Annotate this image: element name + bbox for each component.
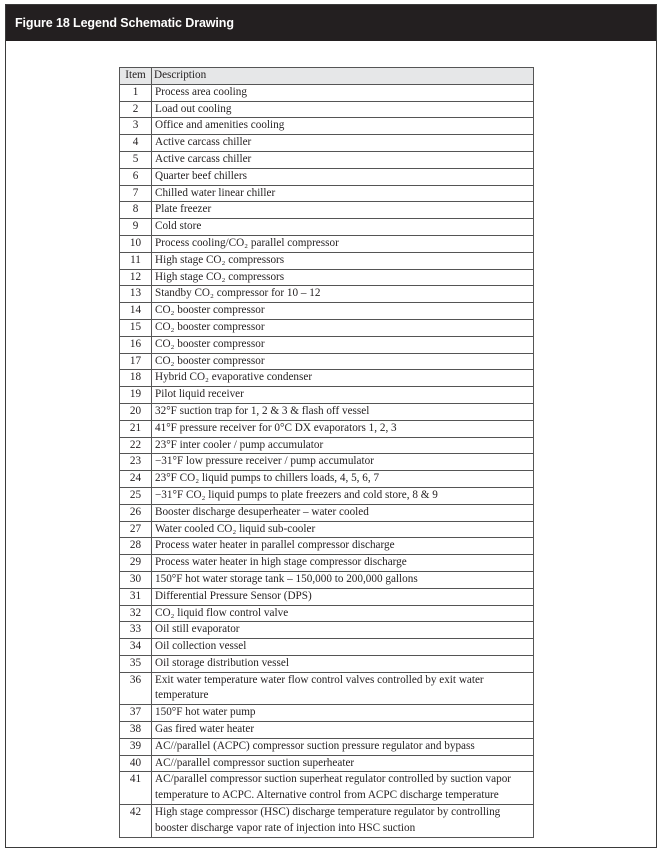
item-number: 7: [120, 185, 152, 202]
item-number: 28: [120, 538, 152, 555]
item-number: 41: [120, 772, 152, 805]
item-number: 26: [120, 504, 152, 521]
item-number: 4: [120, 135, 152, 152]
item-number: 27: [120, 521, 152, 538]
item-number: 17: [120, 353, 152, 370]
item-number: 16: [120, 336, 152, 353]
table-row: [120, 571, 534, 588]
table-row: [120, 555, 534, 572]
column-header-item: Item: [120, 68, 152, 85]
item-number: 15: [120, 319, 152, 336]
item-description: −31°F low pressure receiver / pump accumulator: [152, 454, 534, 471]
item-number: 18: [120, 370, 152, 387]
item-number: 31: [120, 588, 152, 605]
item-number: 39: [120, 738, 152, 755]
table-row: [120, 403, 534, 420]
table-row: [120, 772, 534, 805]
item-number: 2: [120, 101, 152, 118]
item-description: Active carcass chiller: [152, 135, 534, 152]
table-row: [120, 252, 534, 269]
item-description: CO₂ booster compressor: [152, 303, 534, 320]
item-description: Oil still evaporator: [152, 622, 534, 639]
item-number: 38: [120, 722, 152, 739]
item-description: Oil collection vessel: [152, 639, 534, 656]
table-row: [120, 336, 534, 353]
item-description: Process water heater in parallel compressor discharge: [152, 538, 534, 555]
table-row: [120, 805, 534, 838]
item-number: 11: [120, 252, 152, 269]
table-header-row: [120, 68, 534, 85]
item-number: 29: [120, 555, 152, 572]
item-description: Load out cooling: [152, 101, 534, 118]
item-description: Standby CO₂ compressor for 10 – 12: [152, 286, 534, 303]
legend-table-body: [120, 84, 534, 837]
item-description: AC/parallel compressor suction superheat regulator controlled by suction vapor temperature to ACPC. Alternative control from ACPC discharge temperature: [152, 772, 534, 805]
item-description: 32°F suction trap for 1, 2 & 3 & flash off vessel: [152, 403, 534, 420]
table-row: [120, 437, 534, 454]
table-row: [120, 454, 534, 471]
item-number: 42: [120, 805, 152, 838]
table-row: [120, 269, 534, 286]
item-description: 150°F hot water pump: [152, 705, 534, 722]
item-description: High stage CO₂ compressors: [152, 252, 534, 269]
table-row: [120, 202, 534, 219]
item-number: 12: [120, 269, 152, 286]
table-row: [120, 303, 534, 320]
item-description: Hybrid CO₂ evaporative condenser: [152, 370, 534, 387]
table-row: [120, 755, 534, 772]
item-number: 10: [120, 235, 152, 252]
item-description: Cold store: [152, 219, 534, 236]
table-row: [120, 521, 534, 538]
item-description: Active carcass chiller: [152, 151, 534, 168]
table-row: [120, 219, 534, 236]
table-row: [120, 672, 534, 705]
table-row: [120, 639, 534, 656]
table-row: [120, 286, 534, 303]
item-description: CO₂ booster compressor: [152, 336, 534, 353]
item-number: 30: [120, 571, 152, 588]
item-number: 33: [120, 622, 152, 639]
table-row: [120, 84, 534, 101]
item-number: 32: [120, 605, 152, 622]
figure-frame: [5, 4, 657, 848]
item-number: 24: [120, 471, 152, 488]
item-number: 19: [120, 387, 152, 404]
item-description: CO₂ liquid flow control valve: [152, 605, 534, 622]
table-row: [120, 538, 534, 555]
item-description: Process cooling/CO₂ parallel compressor: [152, 235, 534, 252]
table-row: [120, 504, 534, 521]
item-number: 8: [120, 202, 152, 219]
item-number: 6: [120, 168, 152, 185]
table-row: [120, 420, 534, 437]
item-description: Quarter beef chillers: [152, 168, 534, 185]
item-number: 3: [120, 118, 152, 135]
item-description: Differential Pressure Sensor (DPS): [152, 588, 534, 605]
item-description: Gas fired water heater: [152, 722, 534, 739]
item-description: Oil storage distribution vessel: [152, 655, 534, 672]
table-row: [120, 151, 534, 168]
table-row: [120, 605, 534, 622]
item-description: Pilot liquid receiver: [152, 387, 534, 404]
table-row: [120, 101, 534, 118]
item-number: 1: [120, 84, 152, 101]
table-row: [120, 235, 534, 252]
column-header-description: Description: [152, 68, 534, 85]
table-row: [120, 622, 534, 639]
item-description: Office and amenities cooling: [152, 118, 534, 135]
figure-title: Figure 18 Legend Schematic Drawing: [6, 5, 656, 41]
table-row: [120, 588, 534, 605]
item-description: −31°F CO₂ liquid pumps to plate freezers and cold store, 8 & 9: [152, 487, 534, 504]
item-number: 13: [120, 286, 152, 303]
item-number: 34: [120, 639, 152, 656]
table-row: [120, 738, 534, 755]
item-description: 23°F CO₂ liquid pumps to chillers loads, 4, 5, 6, 7: [152, 471, 534, 488]
item-description: CO₂ booster compressor: [152, 353, 534, 370]
table-row: [120, 387, 534, 404]
item-number: 35: [120, 655, 152, 672]
item-number: 5: [120, 151, 152, 168]
table-row: [120, 118, 534, 135]
table-row: [120, 705, 534, 722]
item-description: Booster discharge desuperheater – water cooled: [152, 504, 534, 521]
item-description: AC//parallel compressor suction superheater: [152, 755, 534, 772]
item-number: 23: [120, 454, 152, 471]
table-row: [120, 722, 534, 739]
item-description: Process water heater in high stage compressor discharge: [152, 555, 534, 572]
table-row: [120, 487, 534, 504]
item-number: 37: [120, 705, 152, 722]
table-row: [120, 185, 534, 202]
item-description: High stage CO₂ compressors: [152, 269, 534, 286]
table-row: [120, 471, 534, 488]
item-description: CO₂ booster compressor: [152, 319, 534, 336]
item-number: 20: [120, 403, 152, 420]
item-description: Exit water temperature water flow control valves controlled by exit water temperature: [152, 672, 534, 705]
table-row: [120, 319, 534, 336]
table-row: [120, 135, 534, 152]
table-row: [120, 353, 534, 370]
item-number: 9: [120, 219, 152, 236]
item-description: Water cooled CO₂ liquid sub-cooler: [152, 521, 534, 538]
item-number: 21: [120, 420, 152, 437]
table-row: [120, 655, 534, 672]
legend-table: [119, 67, 534, 838]
item-description: High stage compressor (HSC) discharge temperature regulator by controlling booster discharge vapor rate of injection into HSC suction: [152, 805, 534, 838]
table-row: [120, 370, 534, 387]
item-number: 22: [120, 437, 152, 454]
item-number: 25: [120, 487, 152, 504]
item-description: 150°F hot water storage tank – 150,000 to 200,000 gallons: [152, 571, 534, 588]
item-description: AC//parallel (ACPC) compressor suction pressure regulator and bypass: [152, 738, 534, 755]
item-description: Chilled water linear chiller: [152, 185, 534, 202]
item-number: 36: [120, 672, 152, 705]
item-number: 40: [120, 755, 152, 772]
item-number: 14: [120, 303, 152, 320]
item-description: 23°F inter cooler / pump accumulator: [152, 437, 534, 454]
item-description: Process area cooling: [152, 84, 534, 101]
item-description: Plate freezer: [152, 202, 534, 219]
item-description: 41°F pressure receiver for 0°C DX evaporators 1, 2, 3: [152, 420, 534, 437]
table-row: [120, 168, 534, 185]
